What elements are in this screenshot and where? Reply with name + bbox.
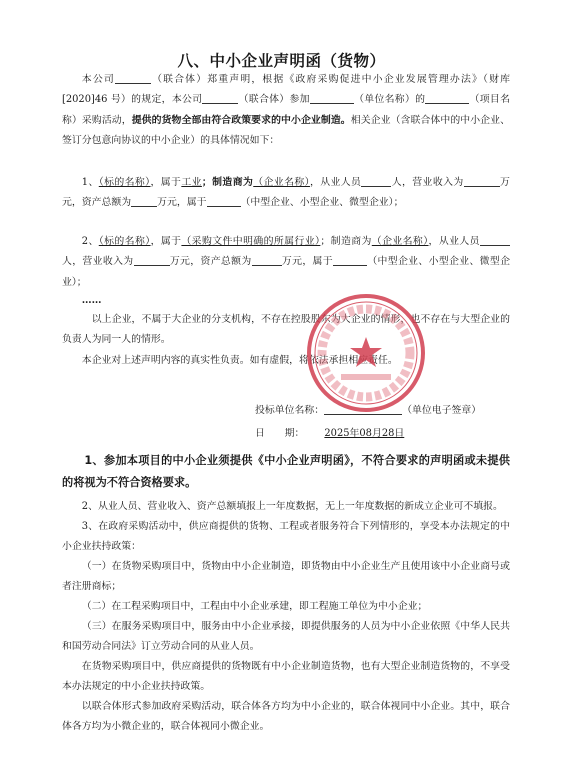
intro-paragraph: 本公司 （联合体）郑重声明，根据《政府采购促进中小企业发展管理办法》（财库[2020]46 号）的规定，本公司 （联合体）参加 （单位名称）的 （项目名称）采购活动，提供的货物全部由符合政策要求的中小企业制造。相关企业（含联合体中的中小企业、签订分包意向协议的中小企业）的具体情况如下： [62, 70, 510, 152]
note-3: 3、在政府采购活动中，供应商提供的货物、工程或者服务符合下列情形的，享受本办法规定的中小企业扶持政策： [62, 521, 510, 552]
declaration-date: 2025年08月28日 [324, 428, 405, 439]
seal-stamp-icon [305, 292, 427, 414]
company-blank [115, 71, 151, 84]
intro-bold-statement: 提供的货物全部由符合政策要求的中小企业制造。 [131, 114, 351, 126]
item1-maker: （企业名称） [253, 177, 310, 188]
item2-staff-blank [480, 233, 510, 246]
enterprise-item-1: 1、（标的名称），属于工业；制造商为（企业名称），从业人员 人，营业收入为 万元，资产总额为 万元，属于 （中型企业、小型企业、微型企业）； [62, 173, 510, 214]
note-3a: （一）在货物采购项目中，货物由中小企业制造，即货物由中小企业生产且使用该中小企业商号或者注册商标； [62, 561, 510, 592]
item1-asset-blank [131, 194, 157, 207]
item1-revenue-blank [464, 174, 500, 187]
item1-industry: 工业 [181, 177, 202, 188]
item2-maker: （企业名称） [371, 236, 429, 247]
item1-type-blank [207, 194, 241, 207]
note-2: 2、从业人员、营业收入、资产总额填报上一年度数据，无上一年度数据的新成立企业可不填报。 [81, 501, 503, 512]
item2-subject: （标的名称） [98, 236, 151, 247]
truth-statement: 本企业对上述声明内容的真实性负责。如有虚假，将依法承担相应责任。 [81, 355, 398, 366]
note-5: 以联合体形式参加政府采购活动，联合体各方均为中小企业的，联合体视同中小企业。其中，联合体各方均为小微企业的，联合体视同小微企业。 [62, 701, 510, 732]
item2-type-blank [333, 253, 367, 266]
page-title: 八、中小企业声明函（货物） [177, 52, 386, 70]
signature-row: 投标单位名称： （单位电子签章） [255, 402, 481, 416]
date-row: 日 期： 2025年08月28日 [255, 425, 426, 439]
item2-industry: （采购文件中明确的所属行业） [181, 236, 321, 247]
note-1: 1、参加本项目的中小企业须提供《中小企业声明函》，不符合要求的声明函或未提供的将视为不符合资格要求。 [62, 454, 510, 489]
item2-revenue-blank [134, 253, 170, 266]
bidder-name-field[interactable] [324, 402, 402, 415]
company-blank-2 [202, 91, 238, 104]
note-3c: （三）在服务采购项目中，服务由中小企业承接，即提供服务的人员为中小企业依照《中华人民共和国劳动合同法》订立劳动合同的从业人员。 [62, 621, 510, 652]
unit-blank [310, 91, 354, 104]
note-4: 在货物采购项目中，供应商提供的货物既有中小企业制造货物，也有大型企业制造货物的，不享受本办法规定的中小企业扶持政策。 [62, 661, 510, 692]
affiliation-paragraph: 以上企业，不属于大企业的分支机构，不存在控股股东为大企业的情形，也不存在与大型企业的负责人为同一人的情形。 [62, 314, 510, 346]
project-blank [425, 91, 469, 104]
ellipsis: …… [81, 295, 102, 306]
enterprise-item-2: 2、（标的名称），属于（采购文件中明确的所属行业）；制造商为（企业名称），从业人员人，营业收入为 万元，资产总额为 万元，属于 （中型企业、小型企业、微型企业）； [62, 232, 510, 293]
item1-subject: （标的名称） [98, 177, 151, 188]
item2-asset-blank [252, 253, 282, 266]
notes-section [62, 450, 510, 737]
item1-staff-blank [361, 174, 391, 187]
note-3b: （二）在工程采购项目中，工程由中小企业承建，即工程施工单位为中小企业； [81, 601, 428, 612]
